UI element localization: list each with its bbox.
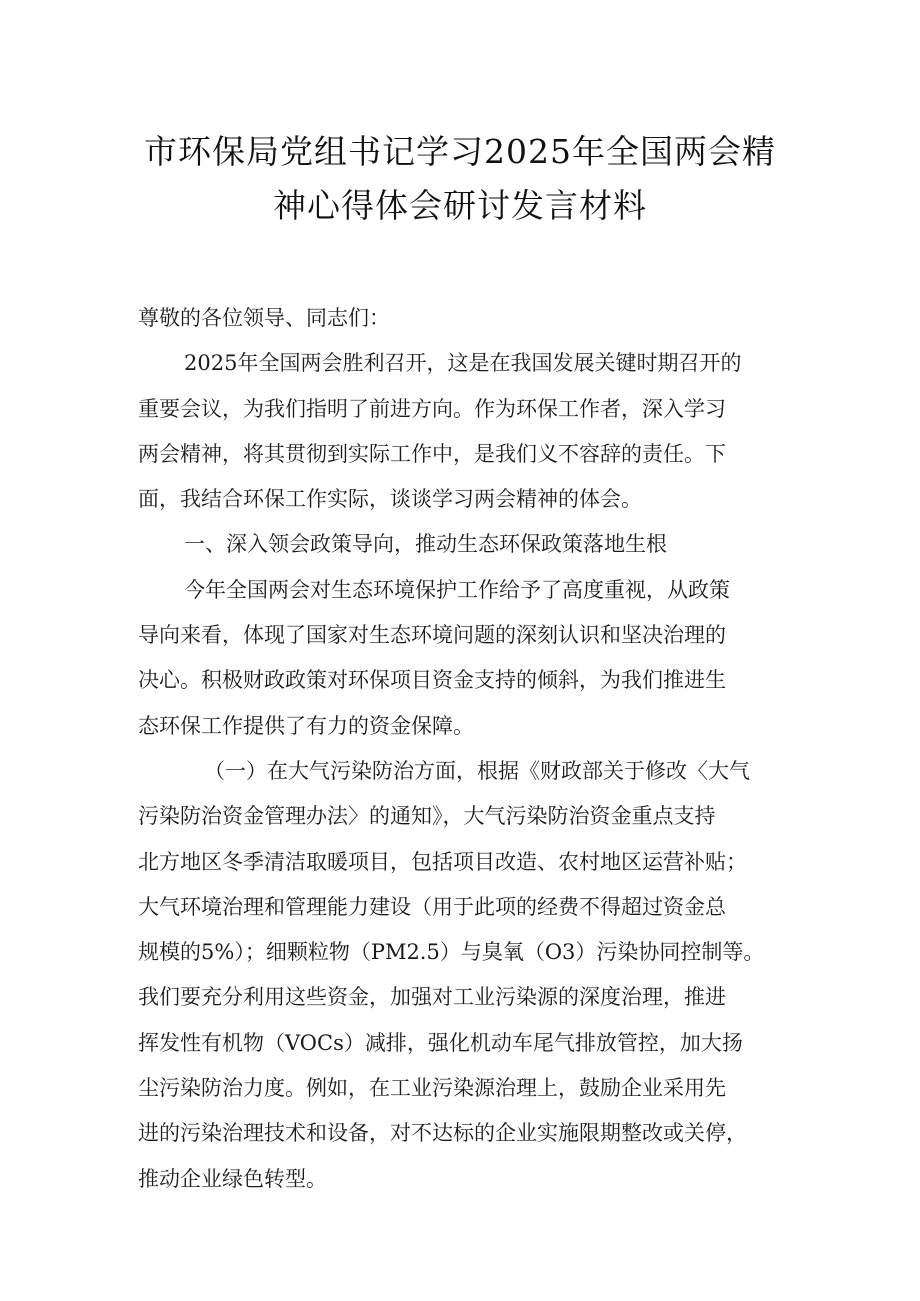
paragraph-line: 推动企业绿色转型。 (138, 1166, 327, 1191)
paragraph-line: 2025年全国两会胜利召开，这是在我国发展关键时期召开的 (184, 351, 742, 376)
paragraph-line: 我们要充分利用这些资金，加强对工业污染源的深度治理，推进 (138, 985, 726, 1010)
subsection-line: （一）在大气污染防治方面，根据《财政部关于修改〈大气 (204, 758, 750, 783)
paragraph-line: 面，我结合环保工作实际，谈谈学习两会精神的体会。 (138, 487, 642, 512)
document-title (0, 125, 920, 233)
paragraph-line: 导向来看，体现了国家对生态环境问题的深刻认识和坚决治理的 (138, 623, 726, 648)
section-heading: 一、深入领会政策导向，推动生态环保政策落地生根 (184, 532, 667, 557)
title-line: 市环保局党组书记学习2025年全国两会精 (144, 132, 776, 171)
paragraph-line: 今年全国两会对生态环境保护工作给予了高度重视，从政策 (184, 577, 730, 602)
salutation: 尊敬的各位领导、同志们： (138, 306, 390, 330)
paragraph-line: 尘污染防治力度。例如，在工业污染源治理上，鼓励企业采用先 (138, 1076, 726, 1101)
paragraph-line: 挥发性有机物（VOCs）减排，强化机动车尾气排放管控，加大扬 (138, 1030, 743, 1055)
paragraph-line: 两会精神，将其贯彻到实际工作中，是我们义不容辞的责任。下 (138, 441, 726, 466)
paragraph-line: 重要会议，为我们指明了前进方向。作为环保工作者，深入学习 (138, 396, 726, 421)
paragraph-line: 北方地区冬季清洁取暖项目，包括项目改造、农村地区运营补贴； (138, 849, 747, 874)
paragraph-line: 污染防治资金管理办法〉的通知》，大气污染防治资金重点支持 (138, 804, 716, 829)
document-body (138, 296, 808, 1202)
title-line: 神心得体会研讨发言材料 (273, 186, 647, 225)
paragraph-line: 决心。积极财政政策对环保项目资金支持的倾斜，为我们推进生 (138, 668, 726, 693)
paragraph-line: 进的污染治理技术和设备，对不达标的企业实施限期整改或关停， (138, 1121, 747, 1146)
paragraph-line: 态环保工作提供了有力的资金保障。 (138, 713, 474, 738)
paragraph-line: 规模的5%）；细颗粒物（PM2.5）与臭氧（O3）污染协同控制等。 (138, 940, 765, 965)
paragraph-line: 大气环境治理和管理能力建设（用于此项的经费不得超过资金总 (138, 894, 726, 919)
